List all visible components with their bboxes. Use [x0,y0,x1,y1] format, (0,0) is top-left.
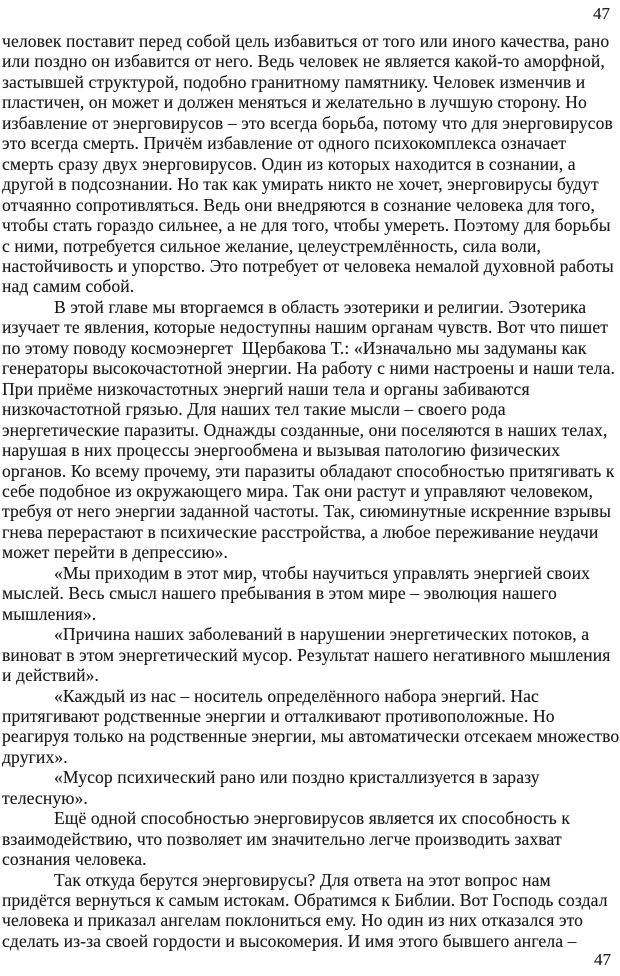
text-line: человек поставит перед собой цель избавиться от того или иного качества, рано [2,31,610,51]
text-line: энергетические паразиты. Однажды созданные, они поселяются в наших телах, [2,419,608,440]
text-line: мыслей. Весь смысл нашего пребывания в этом мире – эволюция нашего [2,583,557,604]
text-line: мышления». [2,603,97,624]
text-line: Так откуда берутся энерговирусы? Для ответа на этот вопрос нам [54,869,551,890]
text-line: настойчивость и упорство. Это потребует от человека немалой духовной работы [2,255,614,276]
text-line: гнева перерастают в психические расстройства, а любое переживание неудачи [2,521,599,542]
text-line: При приёме низкочастотных энергий наши тела и органы забиваются [2,378,530,399]
body-text [2,31,619,951]
text-line: пластичен, он может и должен меняться и желательно в лучшую сторону. Но [2,92,587,113]
text-line: органов. Ко всему прочему, эти паразиты обладают способностью притягивать к [2,460,615,481]
text-line: Ещё одной способностью энерговирусов является их способность к [54,808,571,829]
text-line: притягивают родственные энергии и отталкивают противоположные. Но [2,705,555,726]
text-line: взаимодействию, что позволяет им значительно легче производить захват [2,828,562,849]
text-line: сделать из-за своей гордости и высокомерия. И имя этого бывшего ангела – [2,930,577,951]
text-line: реагируя только на родственные энергии, мы автоматически отсекаем множество [2,726,620,747]
text-line: сознания человека. [2,849,147,870]
text-line: себе подобное из окружающего мира. Так они растут и управляют человеком, [2,480,593,501]
text-line: это всегда смерть. Причём избавление от одного психокомплекса означает [2,133,567,154]
text-line: придётся вернуться к самым истокам. Обратимся к Библии. Вот Господь создал [2,890,608,911]
text-line: виноват в этом энергетический мусор. Результат нашего негативного мышления [2,644,611,665]
text-line: или поздно он избавится от него. Ведь человек не является какой-то аморфной, [2,51,605,72]
text-line: по этому поводу космоэнергет Щербакова Т.: «Изначально мы задуманы как [2,337,587,358]
text-line: над самим собой. [2,276,135,297]
text-line: В этой главе мы вторгаемся в область эзотерики и религии. Эзотерика [54,296,587,317]
text-line: генераторы высокочастотной энергии. На работу с ними настроены и наши тела. [2,358,616,379]
text-line: других». [2,746,68,767]
text-line: «Мы приходим в этот мир, чтобы научиться управлять энергией своих [54,562,590,583]
text-line: избавление от энерговирусов – это всегда борьба, потому что для энерговирусов [2,112,613,133]
text-line: человека и приказал ангелам поклониться ему. Но один из них отказался это [2,910,584,931]
text-line: и действий». [2,665,100,686]
text-line: «Каждый из нас – носитель определённого набора энергий. Нас [54,685,539,706]
page-number-top: 47 [593,4,610,23]
text-line: другой в подсознании. Но так как умирать никто не хочет, энерговирусы будут [2,174,599,195]
text-line: «Мусор психический рано или поздно кристаллизуется в заразу [54,767,540,788]
text-line: изучает те явления, которые недоступны нашим органам чувств. Вот что пишет [2,317,609,338]
text-line: нарушая в них процессы энергообмена и вызывая патологию физических [2,440,561,461]
text-line: чтобы стать гораздо сильнее, а не для того, чтобы умереть. Поэтому для борьбы [2,215,611,236]
text-line: «Причина наших заболеваний в нарушении энергетических потоков, а [54,624,590,645]
text-line: с ними, потребуется сильное желание, целеустремлённость, сила воли, [2,235,542,256]
text-line: отчаянно сопротивляться. Ведь они внедряются в сознание человека для того, [2,194,595,215]
text-line: застывшей структурой, подобно гранитному памятнику. Человек изменчив и [2,71,586,92]
text-line: может перейти в депрессию». [2,542,229,563]
text-line: телесную». [2,787,88,808]
text-line: низкочастотной грязью. Для наших тел такие мысли – своего рода [2,399,506,420]
page-number-bottom: 47 [594,950,611,969]
text-line: требуя от него энергии заданной частоты. Так, сиюминутные искренние взрывы [2,501,611,522]
text-line: смерть сразу двух энерговирусов. Один из которых находится в сознании, а [2,153,576,174]
